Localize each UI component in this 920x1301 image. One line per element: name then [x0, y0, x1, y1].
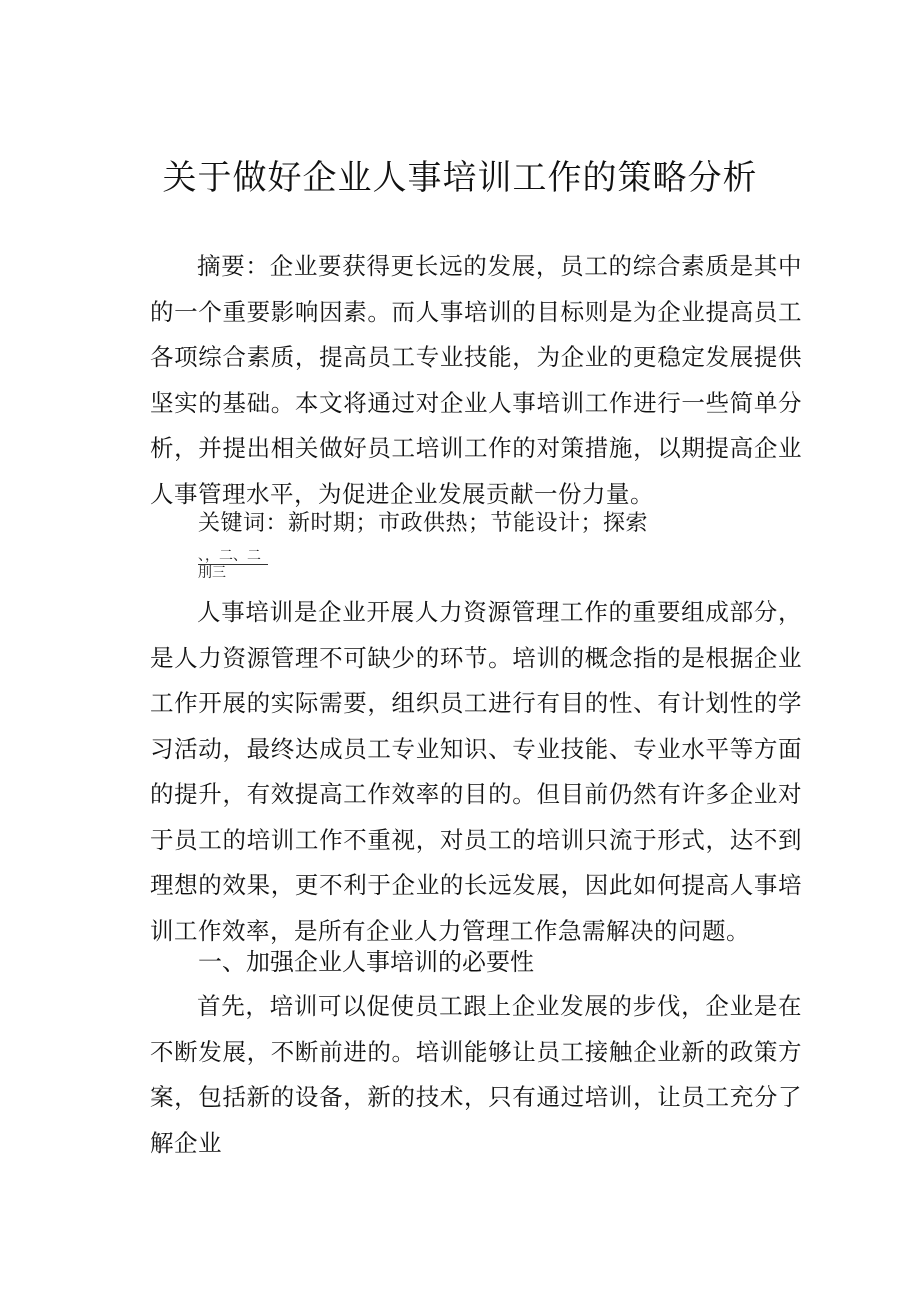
intro-paragraph: 人事培训是企业开展人力资源管理工作的重要组成部分，是人力资源管理不可缺少的环节。培训的概念指的是根据企业工作开展的实际需要，组织员工进行有目的性、有计划性的学习活动，最终达成员工专业知识、专业技能、专业水平等方面的提升，有效提高工作效率的目的。但目前仍然有许多企业对于员工的培训工作不重视，对员工的培训只流于形式，达不到理想的效果，更不利于企业的长远发展，因此如何提高人事培训工作效率，是所有企业人力管理工作急需解决的问题。: [150, 598, 802, 945]
garbled-heading-line2: 刖三: [198, 565, 226, 581]
section1-paragraph: 首先，培训可以促使员工跟上企业发展的步伐，企业是在不断发展，不断前进的。培训能够让员工接触企业新的政策方案，包括新的设备，新的技术，只有通过培训，让员工充分了解企业: [150, 992, 802, 1157]
document-title: 关于做好企业人事培训工作的策略分析: [162, 158, 758, 198]
garbled-heading-line1: 、，二、二: [198, 548, 268, 565]
keywords-line: 关键词：新时期；市政供热；节能设计；探索: [198, 511, 649, 536]
section1-heading: 一、加强企业人事培训的必要性: [198, 948, 534, 976]
abstract-paragraph: 摘要：企业要获得更长远的发展，员工的综合素质是其中的一个重要影响因素。而人事培训的目标则是为企业提高员工各项综合素质，提高员工专业技能，为企业的更稳定发展提供坚实的基础。本文将通过对企业人事培训工作进行一些简单分析，并提出相关做好员工培训工作的对策措施，以期提高企业人事管理水平，为促进企业发展贡献一份力量。: [150, 252, 802, 508]
garbled-preface-heading: [198, 548, 268, 581]
